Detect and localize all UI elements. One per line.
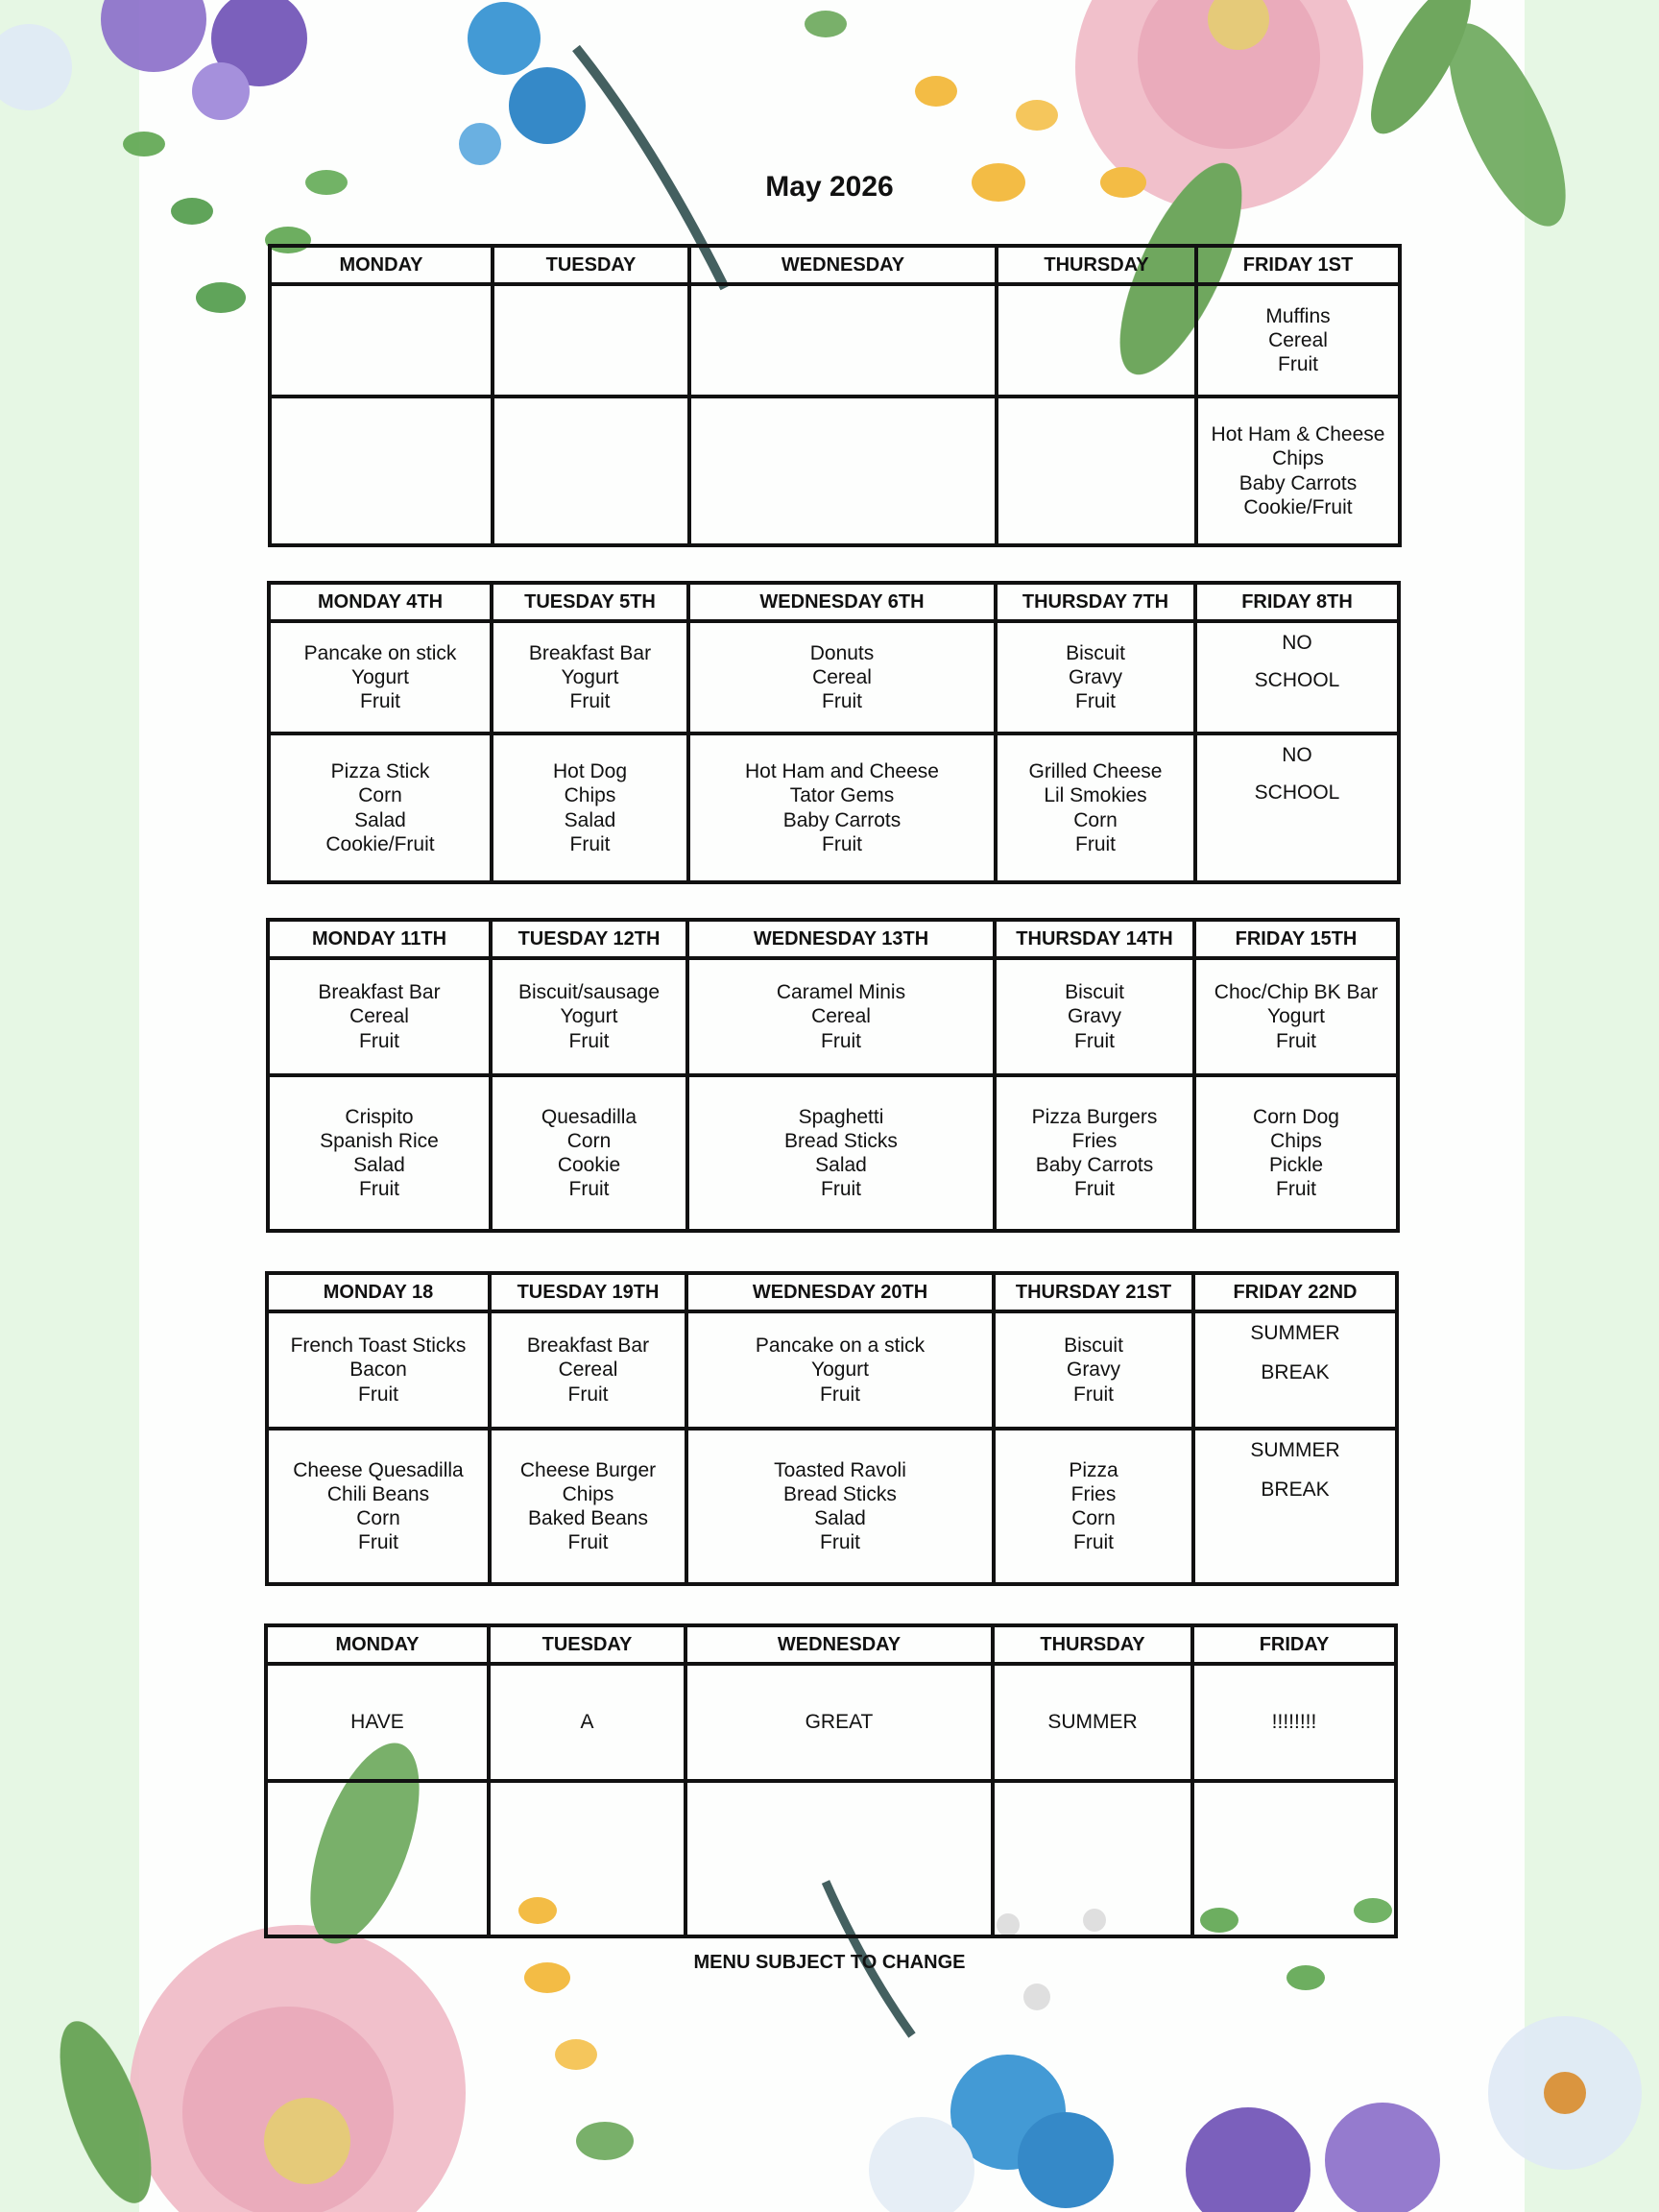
header-row bbox=[269, 583, 1399, 621]
empty-cell bbox=[685, 1781, 993, 1936]
menu-item: Yogurt bbox=[811, 1358, 869, 1382]
menu-item: Fruit bbox=[359, 1029, 399, 1052]
menu-item: Grilled Cheese bbox=[1028, 760, 1163, 783]
week-table-4 bbox=[265, 1271, 1399, 1586]
menu-item: Spanish Rice bbox=[320, 1129, 439, 1152]
menu-item: Fruit bbox=[569, 832, 611, 855]
message-cell: HAVE bbox=[266, 1664, 489, 1781]
menu-item: Biscuit bbox=[1066, 641, 1125, 664]
breakfast-cell bbox=[268, 958, 491, 1075]
menu-item: Yogurt bbox=[1267, 1005, 1325, 1028]
menu-item: Corn bbox=[356, 1507, 400, 1529]
message-cell: SUMMER bbox=[993, 1664, 1192, 1781]
menu-item: Biscuit bbox=[1064, 1334, 1123, 1358]
menu-item: Quesadilla bbox=[541, 1105, 637, 1128]
menu-item: Cereal bbox=[811, 1005, 871, 1028]
day-header: FRIDAY bbox=[1192, 1625, 1396, 1664]
breakfast-cell bbox=[688, 621, 996, 733]
menu-item: Fruit bbox=[358, 1382, 398, 1406]
day-header: MONDAY 4TH bbox=[269, 583, 492, 621]
menu-item: Baby Carrots bbox=[1035, 1154, 1154, 1176]
lunch-cell bbox=[270, 397, 493, 545]
menu-item: Caramel Minis bbox=[776, 981, 906, 1004]
menu-item: Tator Gems bbox=[789, 784, 895, 807]
menu-item: Fruit bbox=[1075, 690, 1116, 713]
empty-cell bbox=[266, 1781, 489, 1936]
breakfast-cell bbox=[1193, 1311, 1397, 1429]
day-header: FRIDAY 1ST bbox=[1196, 246, 1400, 284]
menu-item: Cookie bbox=[557, 1154, 621, 1176]
breakfast-row bbox=[269, 621, 1399, 733]
menu-item: Hot Ham and Cheese bbox=[745, 760, 939, 783]
menu-item: Bread Sticks bbox=[783, 1482, 897, 1505]
breakfast-cell bbox=[687, 958, 995, 1075]
week-table-2 bbox=[267, 581, 1401, 884]
day-header: TUESDAY bbox=[493, 246, 689, 284]
menu-item: Gravy bbox=[1066, 1358, 1120, 1382]
menu-item: Yogurt bbox=[351, 665, 409, 688]
day-header: TUESDAY 19TH bbox=[490, 1273, 686, 1311]
day-header: WEDNESDAY 13TH bbox=[687, 920, 995, 958]
breakfast-cell bbox=[269, 621, 492, 733]
menu-item: Pizza bbox=[1069, 1458, 1118, 1481]
breakfast-cell bbox=[492, 621, 688, 733]
menu-item: Fruit bbox=[360, 690, 400, 713]
menu-item: Fruit bbox=[1276, 1178, 1316, 1201]
day-header: TUESDAY 12TH bbox=[491, 920, 687, 958]
day-header: THURSDAY bbox=[997, 246, 1196, 284]
menu-item: BREAK bbox=[1261, 1479, 1330, 1502]
lunch-cell bbox=[268, 1075, 491, 1231]
menu-item: Fruit bbox=[1276, 1029, 1316, 1052]
menu-item: Corn Dog bbox=[1253, 1105, 1339, 1128]
menu-item: Chili Beans bbox=[326, 1482, 430, 1505]
menu-item: Corn bbox=[1071, 1507, 1116, 1529]
breakfast-cell bbox=[997, 284, 1196, 397]
menu-item: Salad bbox=[814, 1507, 866, 1529]
menu-item: Pizza Burgers bbox=[1031, 1105, 1158, 1128]
menu-item: Biscuit bbox=[1065, 981, 1124, 1004]
menu-item: Baby Carrots bbox=[1238, 471, 1358, 494]
menu-item: Corn bbox=[1073, 808, 1118, 831]
menu-item: Cereal bbox=[349, 1005, 409, 1028]
week-table-5 bbox=[264, 1623, 1398, 1938]
lunch-cell bbox=[1196, 397, 1400, 545]
menu-item: Bacon bbox=[349, 1358, 407, 1382]
lunch-cell bbox=[267, 1429, 490, 1584]
lunch-cell bbox=[1195, 733, 1399, 882]
lunch-cell bbox=[686, 1429, 994, 1584]
breakfast-cell bbox=[689, 284, 997, 397]
menu-item: Fruit bbox=[1074, 1178, 1115, 1201]
menu-item: Breakfast Bar bbox=[528, 641, 652, 664]
menu-item: NO bbox=[1282, 744, 1312, 766]
menu-item: Fruit bbox=[567, 1382, 609, 1406]
menu-item: Fruit bbox=[568, 1029, 610, 1052]
header-row bbox=[267, 1273, 1397, 1311]
menu-item: Fruit bbox=[821, 1178, 861, 1201]
day-header: WEDNESDAY bbox=[689, 246, 997, 284]
menu-item: Corn bbox=[358, 784, 402, 807]
day-header: THURSDAY bbox=[993, 1625, 1192, 1664]
breakfast-cell bbox=[996, 621, 1195, 733]
lunch-cell bbox=[688, 733, 996, 882]
menu-item: Fruit bbox=[1073, 1382, 1114, 1406]
week-table-3 bbox=[266, 918, 1400, 1233]
menu-item: French Toast Sticks bbox=[290, 1334, 467, 1358]
menu-item: Fruit bbox=[820, 1531, 860, 1554]
menu-item: Cookie/Fruit bbox=[325, 832, 435, 855]
menu-item: Baked Beans bbox=[528, 1507, 648, 1529]
menu-item: Yogurt bbox=[560, 1005, 618, 1028]
menu-item: Fruit bbox=[820, 1382, 860, 1406]
menu-item: Crispito bbox=[345, 1105, 414, 1128]
day-header: THURSDAY 14TH bbox=[995, 920, 1194, 958]
breakfast-cell bbox=[270, 284, 493, 397]
menu-item: BREAK bbox=[1261, 1361, 1330, 1384]
header-row bbox=[270, 246, 1400, 284]
message-row bbox=[266, 1664, 1396, 1781]
header-row bbox=[268, 920, 1398, 958]
menu-item: Chips bbox=[564, 784, 616, 807]
lunch-cell bbox=[491, 1075, 687, 1231]
breakfast-cell bbox=[686, 1311, 994, 1429]
breakfast-row bbox=[267, 1311, 1397, 1429]
menu-item: Fruit bbox=[822, 690, 862, 713]
menu-item: Cheese Quesadilla bbox=[293, 1458, 464, 1481]
lunch-row bbox=[267, 1429, 1397, 1584]
menu-item: Fruit bbox=[822, 832, 862, 855]
message-cell: A bbox=[489, 1664, 685, 1781]
menu-item: Corn bbox=[566, 1129, 612, 1152]
menu-item: Choc/Chip BK Bar bbox=[1214, 981, 1379, 1004]
empty-row bbox=[266, 1781, 1396, 1936]
lunch-row bbox=[269, 733, 1399, 882]
lunch-row bbox=[268, 1075, 1398, 1231]
empty-cell bbox=[1192, 1781, 1396, 1936]
menu-item: Toasted Ravoli bbox=[774, 1458, 906, 1481]
footer-note: MENU SUBJECT TO CHANGE bbox=[693, 1952, 966, 1973]
lunch-row bbox=[270, 397, 1400, 545]
menu-item: Fruit bbox=[1073, 1531, 1114, 1554]
menu-item: Hot Ham & Cheese bbox=[1211, 423, 1385, 446]
lunch-cell bbox=[995, 1075, 1194, 1231]
menu-item: Salad bbox=[353, 1154, 405, 1176]
menu-item: Fruit bbox=[1075, 832, 1116, 855]
breakfast-row bbox=[268, 958, 1398, 1075]
menu-item: Bread Sticks bbox=[784, 1129, 898, 1152]
menu-item: SUMMER bbox=[1250, 1322, 1340, 1344]
menu-item: Fruit bbox=[569, 690, 611, 713]
menu-item: Fruit bbox=[567, 1531, 609, 1554]
menu-item: Fries bbox=[1070, 1482, 1117, 1505]
menu-item: Hot Dog bbox=[552, 760, 628, 783]
lunch-cell bbox=[1193, 1429, 1397, 1584]
day-header: FRIDAY 15TH bbox=[1194, 920, 1398, 958]
menu-item: Fruit bbox=[359, 1178, 399, 1201]
menu-item: Fries bbox=[1071, 1129, 1118, 1152]
menu-item: Cereal bbox=[812, 665, 872, 688]
menu-item: Fruit bbox=[821, 1029, 861, 1052]
day-header: MONDAY 18 bbox=[267, 1273, 490, 1311]
day-header: MONDAY 11TH bbox=[268, 920, 491, 958]
day-header: TUESDAY 5TH bbox=[492, 583, 688, 621]
menu-item: Fruit bbox=[568, 1178, 610, 1201]
menu-item: Donuts bbox=[809, 641, 875, 664]
menu-item: Salad bbox=[564, 808, 616, 831]
day-header: WEDNESDAY 20TH bbox=[686, 1273, 994, 1311]
day-header: TUESDAY bbox=[489, 1625, 685, 1664]
breakfast-cell bbox=[491, 958, 687, 1075]
breakfast-cell bbox=[1194, 958, 1398, 1075]
empty-cell bbox=[489, 1781, 685, 1936]
menu-item: SUMMER bbox=[1250, 1439, 1340, 1461]
breakfast-cell bbox=[995, 958, 1194, 1075]
menu-item: Lil Smokies bbox=[1044, 784, 1147, 807]
message-cell: GREAT bbox=[685, 1664, 993, 1781]
lunch-cell bbox=[997, 397, 1196, 545]
menu-item: Pickle bbox=[1268, 1154, 1324, 1176]
day-header: WEDNESDAY bbox=[685, 1625, 993, 1664]
lunch-cell bbox=[1194, 1075, 1398, 1231]
menu-item: SCHOOL bbox=[1254, 781, 1340, 805]
menu-item: Muffins bbox=[1265, 304, 1331, 327]
day-header: THURSDAY 7TH bbox=[996, 583, 1195, 621]
lunch-cell bbox=[492, 733, 688, 882]
menu-item: Chips bbox=[562, 1482, 614, 1505]
breakfast-cell bbox=[490, 1311, 686, 1429]
lunch-cell bbox=[994, 1429, 1193, 1584]
empty-cell bbox=[993, 1781, 1192, 1936]
menu-item: Fruit bbox=[1278, 353, 1318, 376]
menu-item: Gravy bbox=[1067, 1005, 1121, 1028]
lunch-cell bbox=[689, 397, 997, 545]
breakfast-row bbox=[270, 284, 1400, 397]
menu-item: NO bbox=[1282, 632, 1312, 654]
day-header: FRIDAY 22ND bbox=[1193, 1273, 1397, 1311]
menu-item: Cheese Burger bbox=[519, 1458, 657, 1481]
menu-item: Biscuit/sausage bbox=[517, 981, 661, 1004]
lunch-cell bbox=[687, 1075, 995, 1231]
menu-item: Pancake on a stick bbox=[755, 1334, 926, 1358]
header-row bbox=[266, 1625, 1396, 1664]
week-table-1 bbox=[268, 244, 1402, 547]
breakfast-cell bbox=[1195, 621, 1399, 733]
menu-item: SCHOOL bbox=[1254, 669, 1340, 692]
menu-item: Fruit bbox=[1074, 1029, 1115, 1052]
day-header: MONDAY bbox=[266, 1625, 489, 1664]
menu-item: Gravy bbox=[1068, 665, 1122, 688]
menu-item: Yogurt bbox=[561, 665, 619, 688]
message-cell: !!!!!!!! bbox=[1192, 1664, 1396, 1781]
day-header: THURSDAY 21ST bbox=[994, 1273, 1193, 1311]
menu-item: Salad bbox=[815, 1154, 867, 1176]
breakfast-cell bbox=[493, 284, 689, 397]
menu-item: Breakfast Bar bbox=[318, 981, 441, 1004]
menu-item: Pancake on stick bbox=[303, 641, 457, 664]
menu-item: Chips bbox=[1272, 447, 1324, 470]
lunch-cell bbox=[269, 733, 492, 882]
menu-item: Chips bbox=[1270, 1129, 1322, 1152]
page-title: May 2026 bbox=[765, 171, 894, 203]
menu-item: Cookie/Fruit bbox=[1243, 495, 1353, 518]
lunch-cell bbox=[493, 397, 689, 545]
breakfast-cell bbox=[1196, 284, 1400, 397]
breakfast-cell bbox=[267, 1311, 490, 1429]
lunch-cell bbox=[490, 1429, 686, 1584]
day-header: FRIDAY 8TH bbox=[1195, 583, 1399, 621]
menu-item: Cereal bbox=[558, 1358, 618, 1382]
menu-item: Spaghetti bbox=[798, 1105, 884, 1128]
lunch-cell bbox=[996, 733, 1195, 882]
menu-item: Breakfast Bar bbox=[526, 1334, 650, 1358]
breakfast-cell bbox=[994, 1311, 1193, 1429]
day-header: MONDAY bbox=[270, 246, 493, 284]
menu-item: Fruit bbox=[358, 1531, 398, 1554]
menu-item: Pizza Stick bbox=[330, 760, 430, 783]
day-header: WEDNESDAY 6TH bbox=[688, 583, 996, 621]
menu-item: Salad bbox=[354, 808, 406, 831]
menu-item: Baby Carrots bbox=[782, 808, 902, 831]
menu-item: Cereal bbox=[1268, 328, 1328, 351]
